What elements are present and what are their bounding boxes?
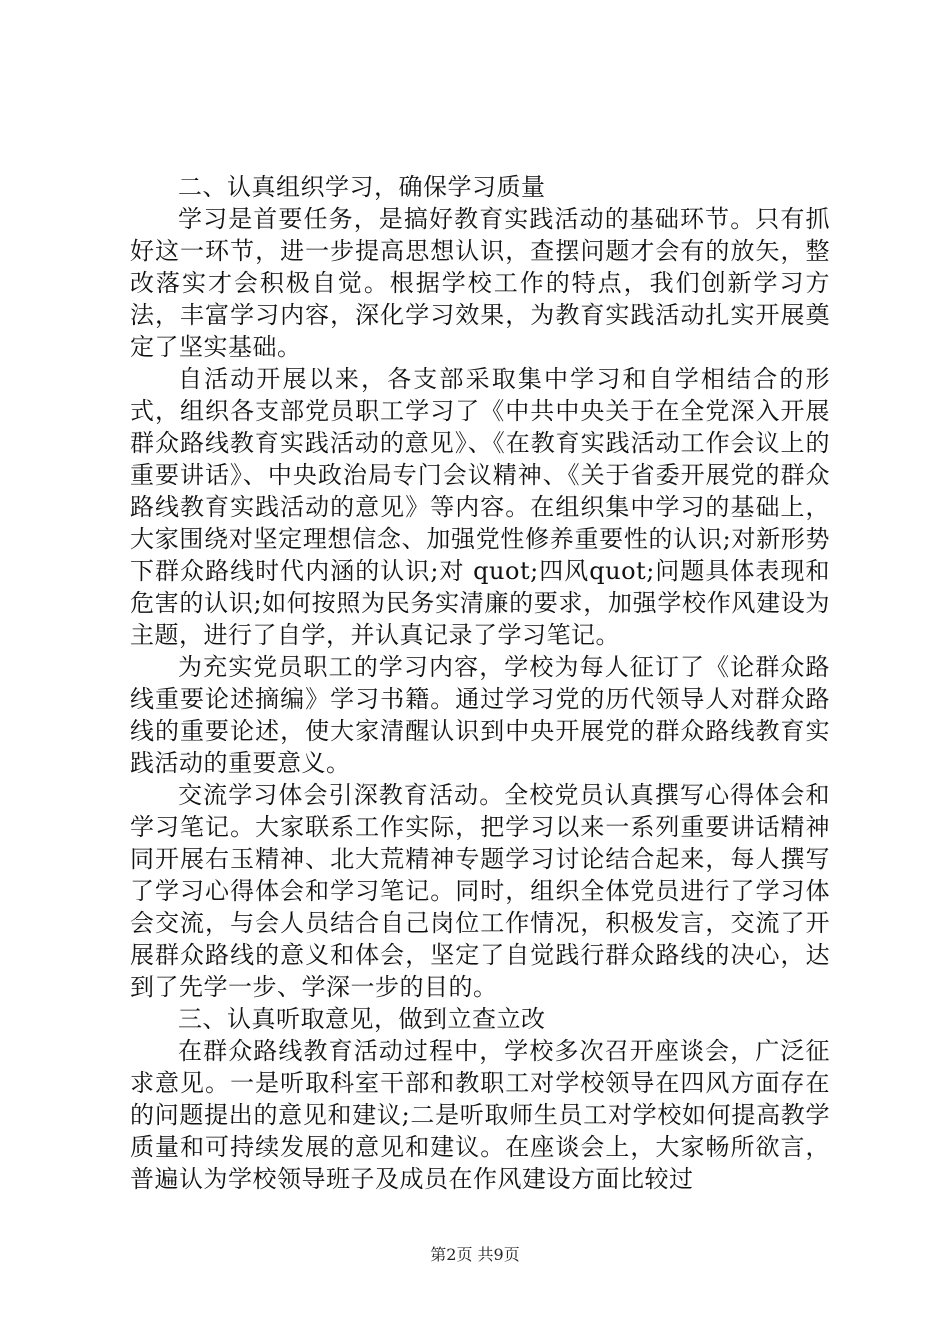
paragraph: 交流学习体会引深教育活动。全校党员认真撰写心得体会和学习笔记。大家联系工作实际，把学习以来一系列重要讲话精神同开展右玉精神、北大荒精神专题学习讨论结合起来，每人撰写了学习心得体会和学习笔记。同时，组织全体党员进行了学习体会交流，与会人员结合自己岗位工作情况，积极发言，交流了开展群众路线的意义和体会，坚定了自觉践行群众路线的决心，达到了先学一步、学深一步的目的。 [130,781,830,1001]
paragraph: 自活动开展以来，各支部采取集中学习和自学相结合的形式，组织各支部党员职工学习了《中共中央关于在全党深入开展群众路线教育实践活动的意见》、《在教育实践活动工作会议上的重要讲话》、中央政治局专门会议精神、《关于省委开展党的群众路线教育实践活动的意见》等内容。在组织集中学习的基础上，大家围绕对坚定理想信念、加强党性修养重要性的认识;对新形势下群众路线时代内涵的认识;对 quot;四风quot;问题具体表现和危害的认识;如何按照为民务实清廉的要求，加强学校作风建设为主题，进行了自学，并认真记录了学习笔记。 [130,365,830,649]
document-body [130,171,830,1195]
paragraph: 学习是首要任务，是搞好教育实践活动的基础环节。只有抓好这一环节，进一步提高思想认识，查摆问题才会有的放矢，整改落实才会积极自觉。根据学校工作的特点，我们创新学习方法，丰富学习内容，深化学习效果，为教育实践活动扎实开展奠定了坚实基础。 [130,205,830,361]
section-heading-2: 二、认真组织学习，确保学习质量 [178,173,546,201]
page-number-footer: 第2页 共9页 [430,1245,520,1264]
paragraph: 为充实党员职工的学习内容，学校为每人征订了《论群众路线重要论述摘编》学习书籍。通过学习党的历代领导人对群众路线的重要论述，使大家清醒认识到中央开展党的群众路线教育实践活动的重要意义。 [130,653,830,777]
section-heading-3: 三、认真听取意见，做到立查立改 [178,1005,546,1033]
paragraph: 在群众路线教育活动过程中，学校多次召开座谈会，广泛征求意见。一是听取科室干部和教职工对学校领导在四风方面存在的问题提出的意见和建议;二是听取师生员工对学校如何提高教学质量和可持续发展的意见和建议。在座谈会上，大家畅所欲言，普遍认为学校领导班子及成员在作风建设方面比较过 [130,1037,830,1193]
